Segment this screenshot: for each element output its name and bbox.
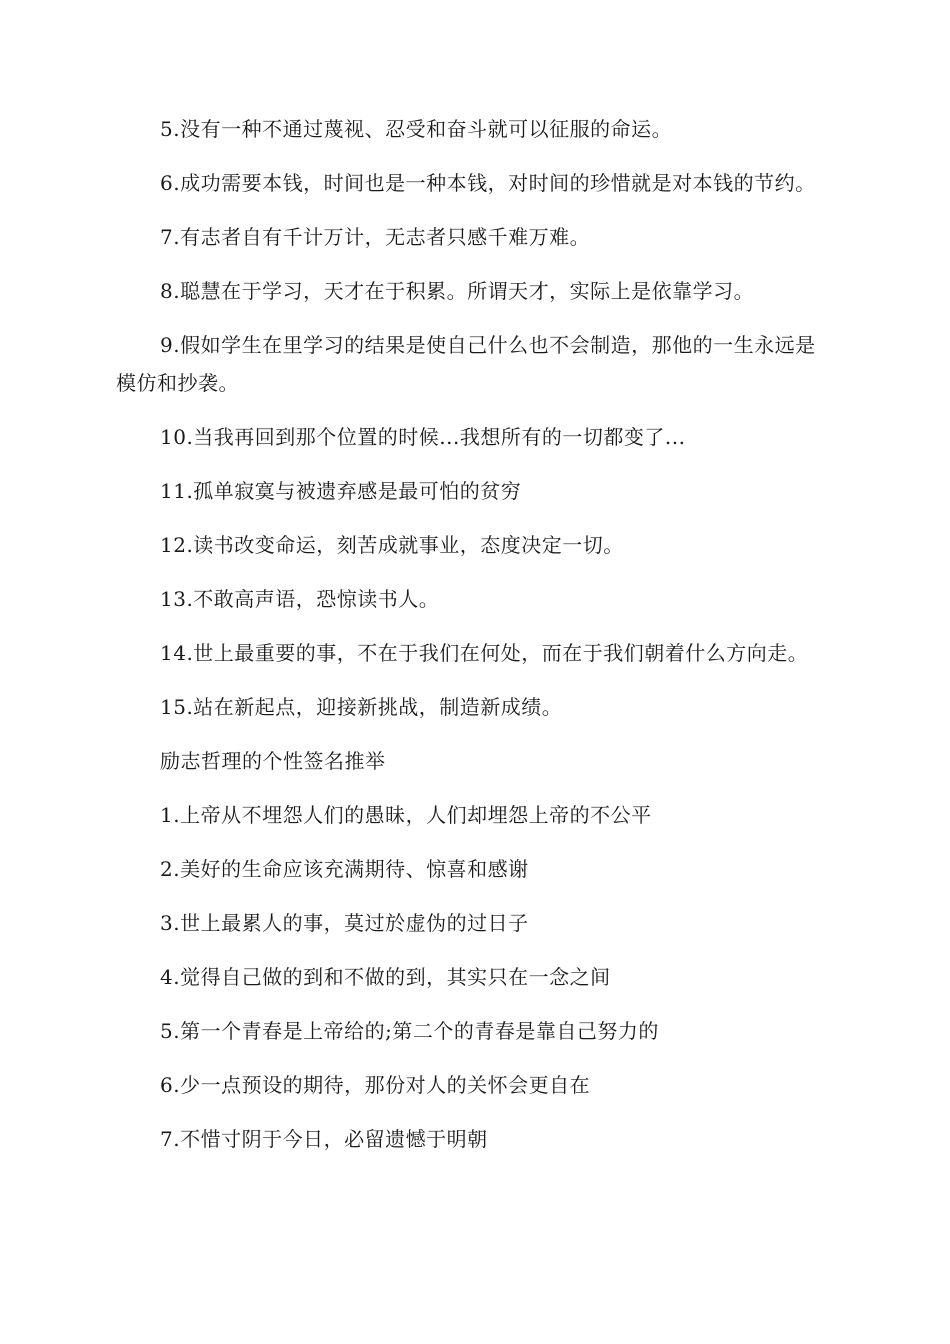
paragraph-quote-5a: 5.没有一种不通过蔑视、忍受和奋斗就可以征服的命运。 xyxy=(160,117,673,141)
paragraph-signature-4: 4.觉得自己做的到和不做的到，其实只在一念之间 xyxy=(160,965,611,989)
paragraph-quote-9: 9.假如学生在里学习的结果是使自己什么也不会制造，那他的一生永远是模仿和抄袭。 xyxy=(116,333,816,395)
paragraph-signature-2: 2.美好的生命应该充满期待、惊喜和感谢 xyxy=(160,857,529,881)
paragraph-quote-6a: 6.成功需要本钱，时间也是一种本钱，对时间的珍惜就是对本钱的节约。 xyxy=(160,171,816,195)
paragraph-signature-5: 5.第一个青春是上帝给的;第二个的青春是靠自己努力的 xyxy=(160,1019,659,1043)
paragraph-signature-3: 3.世上最累人的事，莫过於虚伪的过日子 xyxy=(160,911,529,935)
paragraph-quote-15: 15.站在新起点，迎接新挑战，制造新成绩。 xyxy=(160,695,563,719)
paragraph-signature-7: 7.不惜寸阴于今日，必留遗憾于明朝 xyxy=(160,1127,488,1151)
paragraph-quote-14: 14.世上最重要的事，不在于我们在何处，而在于我们朝着什么方向走。 xyxy=(160,641,809,665)
paragraph-signature-6: 6.少一点预设的期待，那份对人的关怀会更自在 xyxy=(160,1073,591,1097)
paragraph-quote-8: 8.聪慧在于学习，天才在于积累。所谓天才，实际上是依靠学习。 xyxy=(160,279,755,303)
paragraph-quote-12: 12.读书改变命运，刻苦成就事业，态度决定一切。 xyxy=(160,533,624,557)
paragraph-quote-10: 10.当我再回到那个位置的时候...我想所有的一切都变了... xyxy=(160,425,686,449)
section-heading: 励志哲理的个性签名推举 xyxy=(160,749,386,773)
document-body xyxy=(116,110,834,1174)
paragraph-quote-11: 11.孤单寂寞与被遗弃感是最可怕的贫穷 xyxy=(160,479,522,503)
paragraph-quote-13: 13.不敢高声语，恐惊读书人。 xyxy=(160,587,440,611)
paragraph-signature-1: 1.上帝从不埋怨人们的愚昧，人们却埋怨上帝的不公平 xyxy=(160,803,652,827)
paragraph-quote-7a: 7.有志者自有千计万计，无志者只感千难万难。 xyxy=(160,225,591,249)
